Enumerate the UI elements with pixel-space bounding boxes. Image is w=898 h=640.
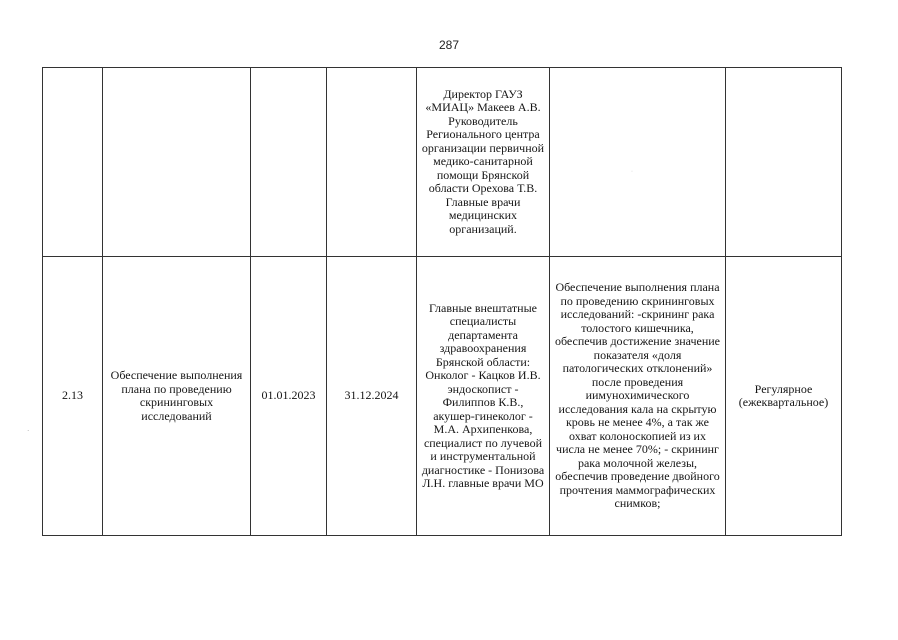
plan-table	[42, 67, 842, 536]
table-row	[43, 68, 842, 257]
scan-dot: ·	[631, 169, 633, 176]
row-number-cell	[43, 68, 103, 257]
end-date-cell: 31.12.2024	[327, 257, 417, 536]
end-date-cell	[327, 68, 417, 257]
start-date-cell	[251, 68, 327, 257]
event-cell	[103, 68, 251, 257]
table-row	[43, 257, 842, 536]
scan-mark: ·	[27, 427, 30, 435]
result-cell: Обеспечение выполнения плана по проведению скрининговых исследований: -скрининг рака толостого кишечника, обеспечив достижение значение показателя «доля патологических отклонений» после проведения иимунохимического исследования кала на скрытую кровь не менее 4%, а так же охват колоноскопией из их числа не менее 70%; - скрининг рака молочной железы, обеспечив проведение двойного прочтения маммографических снимков;	[550, 257, 726, 536]
frequency-cell	[726, 68, 842, 257]
result-cell	[550, 68, 726, 257]
start-date-cell: 01.01.2023	[251, 257, 327, 536]
responsible-cell: Главные внештатные специалисты департамента здравоохранения Брянской области: Онколог - Кацков И.В. эндоскопист - Филиппов К.В., акушер-гинеколог - М.А. Архипенкова, специалист по лучевой и инструментальной диагностике - Понизова Л.Н. главные врачи МО	[417, 257, 550, 536]
frequency-cell: Регулярное (ежеквартальное)	[726, 257, 842, 536]
responsible-cell: Директор ГАУЗ «МИАЦ» Макеев А.В. Руководитель Регионального центра организации первичной медико-санитарной помощи Брянской области Орехова Т.В. Главные врачи медицинских организаций.	[417, 68, 550, 257]
page-number: 287	[438, 38, 460, 52]
row-number-cell: 2.13	[43, 257, 103, 536]
event-cell: Обеспечение выполнения плана по проведению скрининговых исследований	[103, 257, 251, 536]
